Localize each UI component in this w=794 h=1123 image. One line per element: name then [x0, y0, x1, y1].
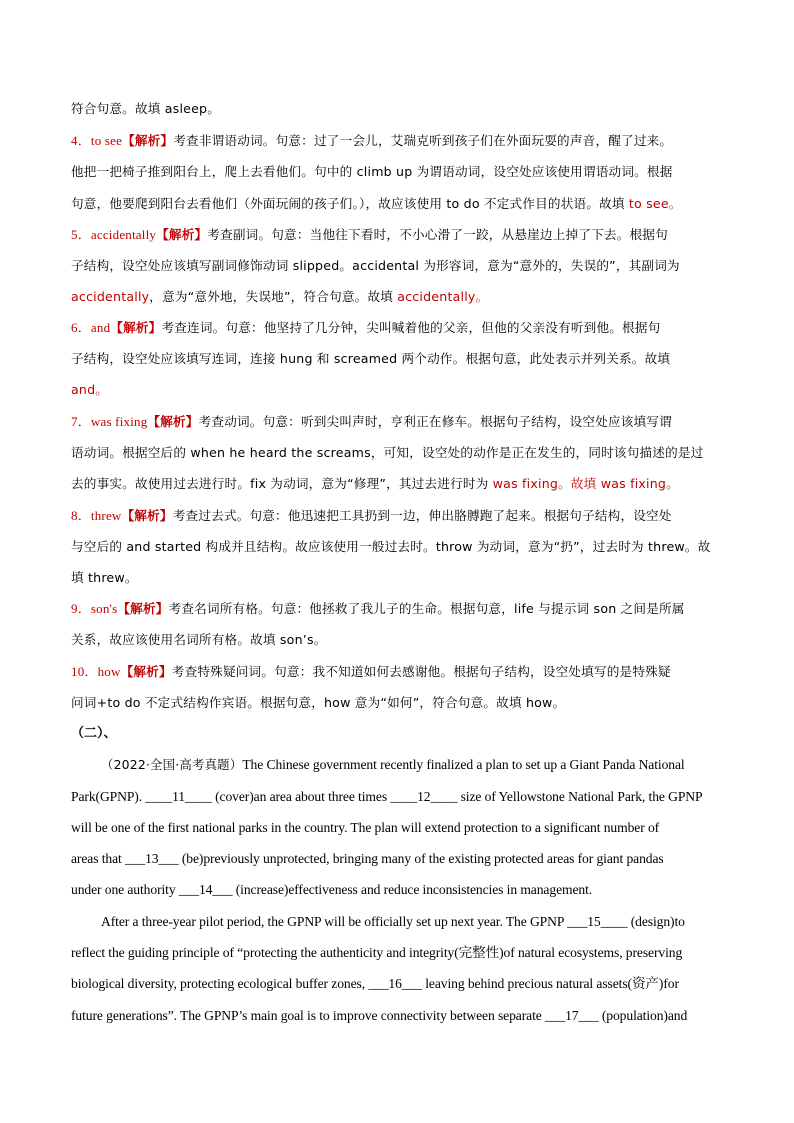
analysis-tag: 【解析】: [117, 601, 169, 616]
analysis-tag: 【解析】: [120, 664, 172, 679]
answer-5-line-2: 子结构，设空处应该填写副词修饰动词 slipped。accidental 为形容词，意为“意外的，失误的”，其副词为: [71, 258, 680, 273]
passage-line: Park(GPNP). ____11____ (cover)an area about three times ____12____ size of Yellowstone National Park, the GPNP: [71, 789, 703, 804]
blank-17[interactable]: ___17___: [544, 1008, 599, 1023]
blank-14[interactable]: ___14___: [178, 882, 233, 897]
analysis-tag: 【解析】: [147, 414, 199, 429]
analysis-tag: 【解析】: [110, 320, 162, 335]
passage-line: areas that ___13___ (be)previously unprotected, bringing many of the existing protected areas for giant pandas: [71, 851, 664, 866]
answer-number: 4．to see: [71, 133, 123, 148]
blank-11[interactable]: ____11____: [145, 789, 212, 804]
answer-10-line-1: 10．how【解析】考查特殊疑问词。句意：我不知道如何去感谢他。根据句子结构，设空处填写的是特殊疑: [71, 664, 671, 679]
answer-4-line-1: 4．to see【解析】考查非谓语动词。句意：过了一会儿，艾瑞克听到孩子们在外面玩耍的声音，醒了过来。: [71, 133, 673, 148]
answer-5-line-1: 5．accidentally【解析】考查副词。句意：当他往下看时，不小心滑了一跤，从悬崖边上掉了下去。根据句: [71, 227, 668, 242]
passage-line: reflect the guiding principle of “protecting the authenticity and integrity(完整性)of natural ecosystems, preserving: [71, 945, 683, 960]
answer-number: 5．accidentally: [71, 227, 157, 242]
answer-number: 6．and: [71, 320, 111, 335]
source-tag: （2022·全国·高考真题）: [101, 757, 243, 772]
passage-line: future generations”. The GPNP’s main goal is to improve connectivity between separate ___17___ (population)and: [71, 1008, 688, 1023]
answer-10-line-2: 问词+to do 不定式结构作宾语。根据句意，how 意为“如何”，符合句意。故填 how。: [71, 695, 566, 710]
answer-9-line-1: 9．son's【解析】考查名词所有格。句意：他拯救了我儿子的生命。根据句意，life 与提示词 son 之间是所属: [71, 601, 685, 616]
answer-8-line-1: 8．threw【解析】考查过去式。句意：他迅速把工具扔到一边，伸出胳膊跑了起来。根据句子结构，设空处: [71, 508, 672, 523]
analysis-tag: 【解析】: [121, 508, 173, 523]
analysis-tag: 【解析】: [156, 227, 208, 242]
passage-line: biological diversity, protecting ecological buffer zones, ___16___ leaving behind precious natural assets(资产)for: [71, 976, 679, 991]
blank-12[interactable]: ____12____: [390, 789, 458, 804]
answer-5-line-3: accidentally，意为“意外地，失误地”，符合句意。故填 accidentally。: [71, 289, 489, 304]
blank-15[interactable]: ___15____: [567, 914, 628, 929]
passage-line: under one authority ___14___ (increase)effectiveness and reduce inconsistencies in management.: [71, 882, 593, 897]
answer-4-line-2: 他把一把椅子推到阳台上，爬上去看他们。句中的 climb up 为谓语动词，设空处应该使用谓语动词。根据: [71, 164, 673, 179]
passage-line: （2022·全国·高考真题）The Chinese government recently finalized a plan to set up a Giant Panda National: [101, 757, 685, 772]
section-heading: （二）、: [71, 726, 117, 741]
answer-6-line-3: and。: [71, 382, 109, 397]
answer-number: 7．was fixing: [71, 414, 148, 429]
answer-8-line-3: 填 threw。: [71, 570, 138, 585]
answer-9-line-2: 关系，故应该使用名词所有格。故填 son’s。: [71, 632, 327, 647]
blank-13[interactable]: ___13___: [125, 851, 179, 866]
analysis-tag: 【解析】: [122, 133, 174, 148]
answer-7-line-2: 语动词。根据空后的 when he heard the screams，可知，设空处的动作是正在发生的，同时该句描述的是过: [71, 445, 704, 460]
answer-7-line-3: 去的事实。故使用过去进行时。fix 为动词，意为“修理”，其过去进行时为 was fixing。故填 was fixing。: [71, 476, 679, 491]
blank-16[interactable]: ___16___: [368, 976, 422, 991]
answer-number: 8．threw: [71, 508, 122, 523]
text-line: 符合句意。故填 asleep。: [71, 101, 221, 116]
passage-line: After a three-year pilot period, the GPNP will be officially set up next year. The GPNP ___15____ (design)to: [101, 914, 685, 929]
passage-line: will be one of the first national parks in the country. The plan will extend protection to a significant number of: [71, 820, 660, 835]
answer-6-line-1: 6．and【解析】考查连词。句意：他坚持了几分钟，尖叫喊着他的父亲，但他的父亲没有听到他。根据句: [71, 320, 661, 335]
answer-8-line-2: 与空后的 and started 构成并且结构。故应该使用一般过去时。throw 为动词，意为“扔”，过去时为 threw。故: [71, 539, 711, 554]
answer-6-line-2: 子结构，设空处应该填写连词，连接 hung 和 screamed 两个动作。根据句意，此处表示并列关系。故填: [71, 351, 671, 366]
answer-number: 10．how: [71, 664, 121, 679]
answer-7-line-1: 7．was fixing【解析】考查动词。句意：听到尖叫声时，亨利正在修车。根据句子结构，设空处应该填写谓: [71, 414, 672, 429]
answer-number: 9．son's: [71, 601, 118, 616]
answer-4-line-3: 句意，他要爬到阳台去看他们（外面玩闹的孩子们。），故应该使用 to do 不定式作目的状语。故填 to see。: [71, 196, 682, 211]
